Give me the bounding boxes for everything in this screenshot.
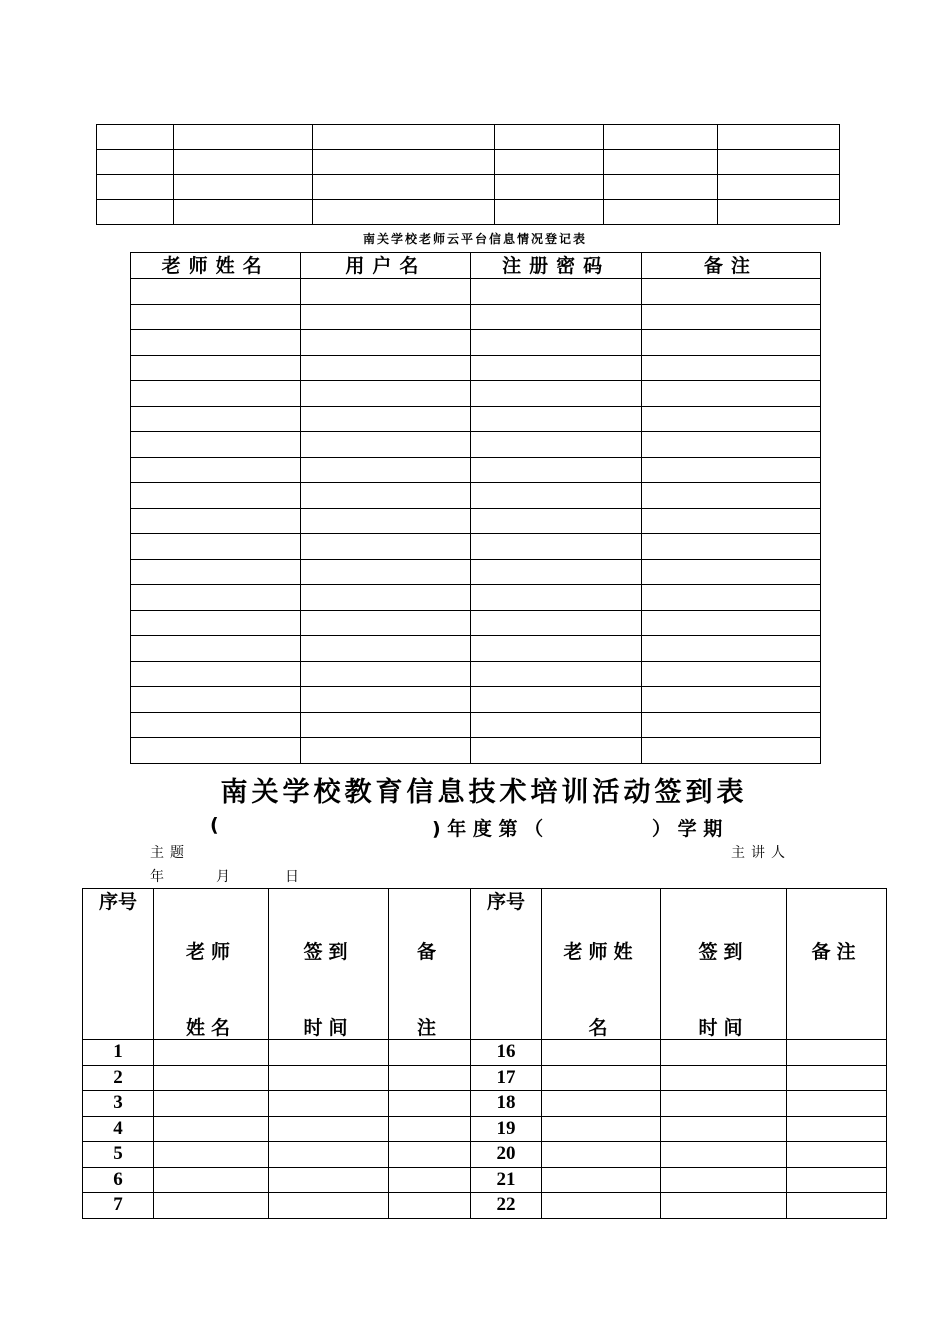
registration-cell[interactable]	[641, 508, 820, 534]
registration-cell[interactable]	[641, 738, 820, 764]
registration-cell[interactable]	[471, 381, 641, 407]
signin-cell[interactable]	[389, 1065, 471, 1091]
signin-cell[interactable]	[661, 1142, 787, 1168]
signin-cell[interactable]	[154, 1065, 269, 1091]
signin-subtitle	[0, 814, 950, 840]
registration-row	[131, 355, 821, 381]
registration-cell[interactable]	[471, 661, 641, 687]
signin-row	[83, 1167, 887, 1193]
header-time-left	[269, 889, 389, 1040]
signin-row	[83, 1091, 887, 1117]
signin-cell[interactable]	[269, 1142, 389, 1168]
seq-number-left: 5	[83, 1142, 154, 1168]
signin-cell[interactable]	[661, 1193, 787, 1219]
registration-row	[131, 508, 821, 534]
header-remark-left	[389, 889, 471, 1040]
top-table-cell[interactable]	[174, 200, 313, 225]
seq-number-right: 17	[471, 1065, 542, 1091]
registration-cell[interactable]	[641, 585, 820, 611]
registration-row	[131, 534, 821, 560]
registration-row	[131, 457, 821, 483]
registration-cell[interactable]	[301, 406, 471, 432]
signin-cell[interactable]	[661, 1040, 787, 1066]
registration-cell[interactable]	[471, 534, 641, 560]
header-teacher-right-line2: 名	[588, 1017, 614, 1039]
registration-cell[interactable]	[301, 712, 471, 738]
registration-cell[interactable]	[131, 330, 301, 356]
registration-cell[interactable]	[131, 304, 301, 330]
registration-cell[interactable]	[471, 406, 641, 432]
signin-cell[interactable]	[542, 1040, 661, 1066]
registration-cell[interactable]	[641, 381, 820, 407]
signin-title: 南关学校教育信息技术培训活动签到表	[220, 777, 748, 808]
signin-row	[83, 1065, 887, 1091]
registration-cell[interactable]	[641, 559, 820, 585]
registration-row	[131, 712, 821, 738]
seq-number-left: 2	[83, 1065, 154, 1091]
registration-cell[interactable]	[471, 559, 641, 585]
registration-row	[131, 279, 821, 305]
top-table-row	[97, 125, 840, 150]
header-teacher-left	[154, 889, 269, 1040]
date-day: 日	[285, 869, 305, 885]
seq-number-left: 3	[83, 1091, 154, 1117]
registration-row	[131, 661, 821, 687]
signin-cell[interactable]	[154, 1193, 269, 1219]
seq-number-right: 21	[471, 1167, 542, 1193]
registration-cell[interactable]	[301, 687, 471, 713]
registration-cell[interactable]	[301, 304, 471, 330]
signin-cell[interactable]	[154, 1116, 269, 1142]
registration-cell[interactable]	[301, 508, 471, 534]
registration-cell[interactable]	[131, 534, 301, 560]
header-time-right-line1: 签到	[698, 941, 749, 963]
top-table-cell[interactable]	[495, 175, 604, 200]
top-table-cell[interactable]	[718, 175, 840, 200]
registration-cell[interactable]	[131, 381, 301, 407]
registration-row	[131, 381, 821, 407]
signin-cell[interactable]	[542, 1091, 661, 1117]
signin-cell[interactable]	[389, 1091, 471, 1117]
seq-number-right: 19	[471, 1116, 542, 1142]
registration-cell[interactable]	[131, 457, 301, 483]
signin-cell[interactable]	[787, 1116, 887, 1142]
top-table-cell[interactable]	[495, 125, 604, 150]
signin-row	[83, 1116, 887, 1142]
header-teacher-name: 老师姓名	[131, 253, 301, 279]
top-table-cell[interactable]	[313, 175, 495, 200]
registration-cell[interactable]	[471, 457, 641, 483]
signin-cell[interactable]	[389, 1142, 471, 1168]
signin-cell[interactable]	[269, 1065, 389, 1091]
registration-cell[interactable]	[641, 636, 820, 662]
header-password: 注册密码	[471, 253, 641, 279]
registration-row	[131, 738, 821, 764]
registration-cell[interactable]	[471, 330, 641, 356]
registration-cell[interactable]	[471, 432, 641, 458]
signin-cell[interactable]	[787, 1193, 887, 1219]
registration-cell[interactable]	[471, 610, 641, 636]
header-teacher-left-line1: 老师	[185, 941, 236, 963]
subtitle-year-label: ) 年 度 第 （	[432, 818, 544, 840]
registration-cell[interactable]	[131, 279, 301, 305]
registration-cell[interactable]	[641, 457, 820, 483]
top-table-cell[interactable]	[174, 125, 313, 150]
registration-cell[interactable]	[641, 610, 820, 636]
registration-cell[interactable]	[641, 355, 820, 381]
registration-cell[interactable]	[471, 636, 641, 662]
signin-cell[interactable]	[389, 1040, 471, 1066]
signin-cell[interactable]	[542, 1116, 661, 1142]
seq-number-right: 18	[471, 1091, 542, 1117]
header-username: 用户名	[301, 253, 471, 279]
seq-number-right: 16	[471, 1040, 542, 1066]
signin-cell[interactable]	[661, 1167, 787, 1193]
signin-cell[interactable]	[269, 1040, 389, 1066]
top-table-cell[interactable]	[718, 125, 840, 150]
top-table-cell[interactable]	[495, 200, 604, 225]
top-table-row	[97, 200, 840, 225]
registration-cell[interactable]	[471, 508, 641, 534]
registration-cell[interactable]	[641, 687, 820, 713]
header-time-left-line2: 时间	[303, 1017, 354, 1039]
header-remark-right-text: 备注	[811, 941, 862, 963]
top-table-cell[interactable]	[604, 175, 718, 200]
registration-row	[131, 687, 821, 713]
top-table-cell[interactable]	[604, 200, 718, 225]
signin-cell[interactable]	[787, 1091, 887, 1117]
registration-cell[interactable]	[471, 585, 641, 611]
registration-cell[interactable]	[301, 355, 471, 381]
registration-row	[131, 432, 821, 458]
registration-cell[interactable]	[301, 432, 471, 458]
registration-cell[interactable]	[131, 687, 301, 713]
registration-cell[interactable]	[471, 355, 641, 381]
registration-cell[interactable]	[471, 279, 641, 305]
registration-row	[131, 585, 821, 611]
registration-cell[interactable]	[131, 712, 301, 738]
registration-cell[interactable]	[301, 661, 471, 687]
topic-label: 主题	[150, 845, 190, 861]
registration-cell[interactable]	[471, 738, 641, 764]
top-table-cell[interactable]	[97, 125, 174, 150]
signin-cell[interactable]	[787, 1167, 887, 1193]
registration-cell[interactable]	[301, 330, 471, 356]
registration-cell[interactable]	[131, 508, 301, 534]
registration-cell[interactable]	[131, 661, 301, 687]
registration-cell[interactable]	[641, 304, 820, 330]
signin-row	[83, 1142, 887, 1168]
signin-cell[interactable]	[661, 1065, 787, 1091]
top-table-cell[interactable]	[313, 125, 495, 150]
registration-cell[interactable]	[641, 483, 820, 509]
header-seq-left	[83, 889, 154, 1040]
registration-cell[interactable]	[641, 432, 820, 458]
top-table-cell[interactable]	[604, 125, 718, 150]
signin-cell[interactable]	[389, 1167, 471, 1193]
top-table-cell[interactable]	[174, 150, 313, 175]
registration-row	[131, 406, 821, 432]
signin-cell[interactable]	[154, 1167, 269, 1193]
header-seq-right-text: 序号	[486, 891, 525, 913]
signin-cell[interactable]	[787, 1040, 887, 1066]
registration-row	[131, 610, 821, 636]
registration-cell[interactable]	[131, 432, 301, 458]
seq-number-left: 6	[83, 1167, 154, 1193]
top-table-cell[interactable]	[718, 150, 840, 175]
header-time-right-line2: 时间	[698, 1017, 749, 1039]
signin-table	[82, 888, 887, 1219]
top-table-cell[interactable]	[313, 200, 495, 225]
registration-cell[interactable]	[131, 610, 301, 636]
registration-cell[interactable]	[301, 559, 471, 585]
seq-number-left: 7	[83, 1193, 154, 1219]
registration-cell[interactable]	[641, 661, 820, 687]
signin-cell[interactable]	[389, 1116, 471, 1142]
registration-cell[interactable]	[301, 279, 471, 305]
top-table-row	[97, 175, 840, 200]
signin-cell[interactable]	[154, 1091, 269, 1117]
registration-cell[interactable]	[301, 457, 471, 483]
registration-row	[131, 330, 821, 356]
signin-cell[interactable]	[269, 1193, 389, 1219]
date-year: 年	[150, 869, 170, 885]
registration-cell[interactable]	[131, 636, 301, 662]
signin-row	[83, 1193, 887, 1219]
top-table-cell[interactable]	[97, 175, 174, 200]
subtitle-open-paren: (	[210, 814, 219, 836]
header-remark-left-line2: 注	[416, 1017, 442, 1039]
signin-row	[83, 1040, 887, 1066]
date-month: 月	[216, 869, 236, 885]
registration-cell[interactable]	[641, 406, 820, 432]
registration-cell[interactable]	[641, 279, 820, 305]
registration-cell[interactable]	[131, 355, 301, 381]
registration-cell[interactable]	[641, 534, 820, 560]
header-time-right	[661, 889, 787, 1040]
header-remark: 备注	[641, 253, 820, 279]
signin-cell[interactable]	[154, 1142, 269, 1168]
registration-table	[130, 252, 821, 764]
header-remark-right	[787, 889, 887, 1040]
registration-row	[131, 636, 821, 662]
signin-cell[interactable]	[542, 1065, 661, 1091]
signin-cell[interactable]	[787, 1065, 887, 1091]
header-teacher-left-line2: 姓名	[185, 1017, 236, 1039]
registration-cell[interactable]	[301, 483, 471, 509]
registration-title: 南关学校老师云平台信息情况登记表	[362, 232, 587, 246]
registration-cell[interactable]	[301, 381, 471, 407]
header-time-left-line1: 签到	[303, 941, 354, 963]
top-table-cell[interactable]	[313, 150, 495, 175]
registration-cell[interactable]	[131, 738, 301, 764]
signin-header-row	[83, 889, 887, 1040]
registration-cell[interactable]	[301, 534, 471, 560]
registration-cell[interactable]	[301, 738, 471, 764]
registration-cell[interactable]	[131, 406, 301, 432]
seq-number-right: 20	[471, 1142, 542, 1168]
header-seq-left-text: 序号	[98, 891, 137, 913]
signin-cell[interactable]	[154, 1040, 269, 1066]
header-teacher-right	[542, 889, 661, 1040]
top-table-row	[97, 150, 840, 175]
registration-row	[131, 483, 821, 509]
header-remark-left-line1: 备	[416, 941, 442, 963]
seq-number-left: 4	[83, 1116, 154, 1142]
registration-cell[interactable]	[641, 712, 820, 738]
signin-cell[interactable]	[542, 1167, 661, 1193]
header-teacher-right-line1: 老师姓	[563, 941, 639, 963]
registration-cell[interactable]	[131, 483, 301, 509]
registration-cell[interactable]	[301, 610, 471, 636]
registration-cell[interactable]	[471, 712, 641, 738]
registration-row	[131, 304, 821, 330]
seq-number-right: 22	[471, 1193, 542, 1219]
signin-cell[interactable]	[269, 1116, 389, 1142]
seq-number-left: 1	[83, 1040, 154, 1066]
registration-cell[interactable]	[301, 585, 471, 611]
top-table-cell[interactable]	[174, 175, 313, 200]
registration-cell[interactable]	[471, 304, 641, 330]
signin-cell[interactable]	[269, 1091, 389, 1117]
registration-cell[interactable]	[131, 585, 301, 611]
subtitle-term-label: ） 学 期	[652, 818, 723, 840]
registration-cell[interactable]	[641, 330, 820, 356]
signin-cell[interactable]	[269, 1167, 389, 1193]
top-table-cell[interactable]	[97, 200, 174, 225]
top-table-cell[interactable]	[604, 150, 718, 175]
signin-cell[interactable]	[661, 1116, 787, 1142]
header-seq-right	[471, 889, 542, 1040]
signin-cell[interactable]	[787, 1142, 887, 1168]
signin-cell[interactable]	[542, 1142, 661, 1168]
registration-row	[131, 559, 821, 585]
signin-cell[interactable]	[389, 1193, 471, 1219]
registration-cell[interactable]	[471, 687, 641, 713]
top-blank-table	[96, 124, 840, 225]
top-table-cell[interactable]	[718, 200, 840, 225]
speaker-label: 主讲人	[731, 845, 791, 861]
top-table-cell[interactable]	[97, 150, 174, 175]
registration-header-row	[131, 253, 821, 279]
signin-cell[interactable]	[542, 1193, 661, 1219]
top-table-cell[interactable]	[495, 150, 604, 175]
registration-cell[interactable]	[131, 559, 301, 585]
registration-cell[interactable]	[301, 636, 471, 662]
signin-cell[interactable]	[661, 1091, 787, 1117]
registration-cell[interactable]	[471, 483, 641, 509]
